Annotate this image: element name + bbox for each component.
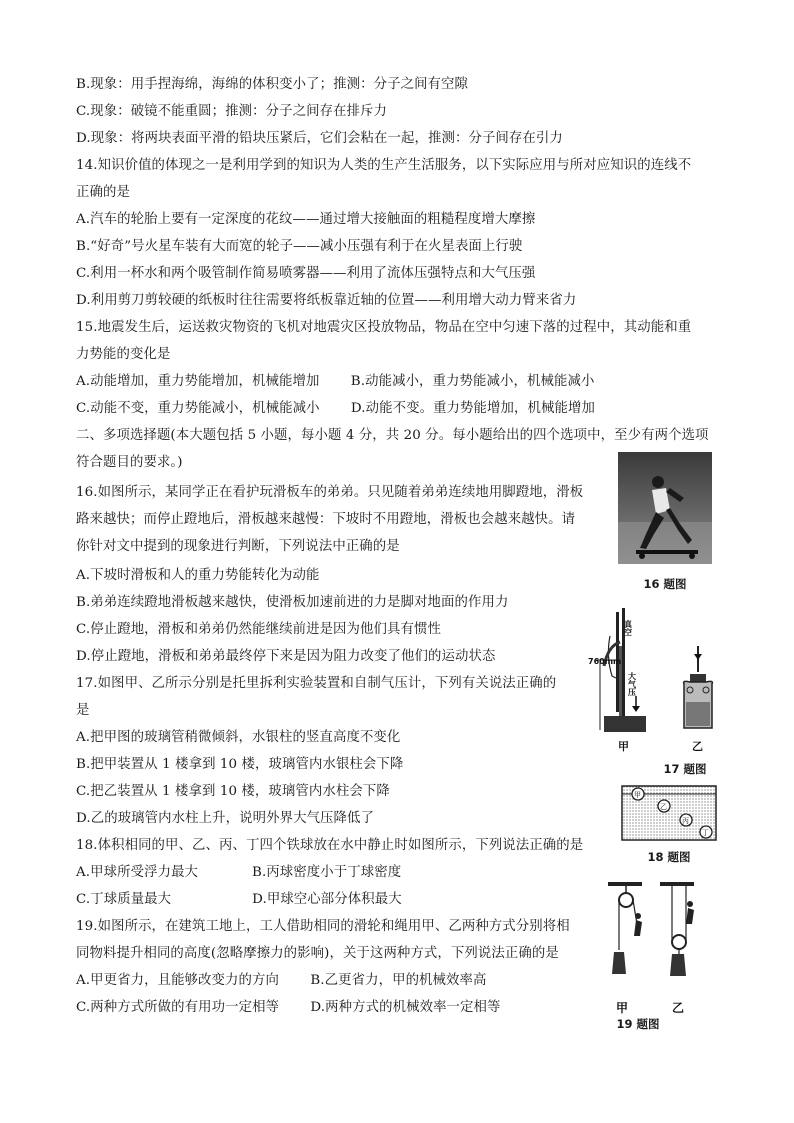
question-14-stem-cont: 正确的是: [76, 185, 130, 200]
ball-jia-label: 甲: [634, 791, 641, 799]
options-15cd: C.动能不变，重力势能减小，机械能减小 D.动能不变。重力势能增加，机械能增加: [76, 401, 595, 416]
options-15ab: A.动能增加，重力势能增加，机械能增加 B.动能减小，重力势能减小，机械能减小: [76, 374, 595, 389]
option-13b: B.现象：用手捏海绵，海绵的体积变小了；推测：分子之间有空隙: [76, 77, 469, 92]
option-16d: D.停止蹬地，滑板和弟弟最终停下来是因为阻力改变了他们的运动状态: [76, 649, 496, 664]
skateboard-photo: [618, 452, 712, 564]
options-19ab: A.甲更省力，且能够改变力的方向 B.乙更省力，甲的机械效率高: [76, 973, 487, 988]
figure-18: [620, 780, 718, 842]
options-18cd: C.丁球质量最大 D.甲球空心部分体积最大: [76, 892, 402, 907]
figure-16-caption: 16 题图: [643, 577, 687, 591]
question-15-stem: 15.地震发生后，运送救灾物资的飞机对地震灾区投放物品，物品在空中匀速下落的过程中，其动能和重: [76, 320, 692, 335]
question-18-stem: 18.体积相同的甲、乙、丙、丁四个铁球放在水中静止时如图所示，下列说法正确的是: [76, 838, 584, 853]
label-760mm: 760mm: [588, 657, 622, 666]
option-13d: D.现象：将两块表面平滑的铅块压紧后，它们会粘在一起，推测：分子间存在引力: [76, 131, 563, 146]
question-19-stem: 19.如图所示，在建筑工地上，工人借助相同的滑轮和绳用甲、乙两种方式分别将相: [76, 919, 570, 934]
option-17b: B.把甲装置从 1 楼拿到 10 楼，玻璃管内水银柱会下降: [76, 757, 404, 772]
option-14c: C.利用一杯水和两个吸管制作简易喷雾器——利用了流体压强特点和大气压强: [76, 266, 536, 281]
label-jia: 甲: [616, 1001, 629, 1015]
question-16-stem-cont2: 你针对文中提到的现象进行判断，下列说法中正确的是: [76, 539, 400, 554]
option-16c: C.停止蹬地，滑板和弟弟仍然能继续前进是因为他们具有惯性: [76, 622, 441, 637]
figure-17: [586, 606, 736, 756]
question-16-stem-cont1: 路来越快；而停止蹬地后，滑板越来越慢：下坡时不用蹬地，滑板也会越来越快。请: [76, 512, 576, 527]
figure-17-caption: 17 题图: [663, 762, 707, 776]
torricelli-barometer-diagram: [586, 606, 736, 756]
option-14a: A.汽车的轮胎上要有一定深度的花纹——通过增大接触面的粗糙程度增大摩擦: [76, 212, 536, 227]
option-16b: B.弟弟连续蹬地滑板越来越快，使滑板加速前进的力是脚对地面的作用力: [76, 595, 509, 610]
option-14d: D.利用剪刀剪较硬的纸板时往往需要将纸板靠近轴的位置——利用增大动力臂来省力: [76, 293, 577, 308]
ball-bing-label: 丙: [682, 817, 689, 825]
figure-18-caption: 18 题图: [647, 850, 691, 864]
label-vacuum: 真空: [623, 620, 633, 636]
figure-19: [600, 880, 710, 1018]
section-2-heading: 二、多项选择题(本大题包括 5 小题，每小题 4 分，共 20 分。每小题给出的四个选项中，至少有两个选项: [76, 428, 709, 443]
question-16-stem: 16.如图所示，某同学正在看护玩滑板车的弟弟。只见随着弟弟连续地用脚蹬地，滑板: [76, 485, 584, 500]
pulley-diagram: [600, 880, 710, 1018]
option-13c: C.现象：破镜不能重圆；推测：分子之间存在排斥力: [76, 104, 388, 119]
option-17c: C.把乙装置从 1 楼拿到 10 楼，玻璃管内水柱会下降: [76, 784, 390, 799]
figure-16-photo: [618, 452, 712, 564]
label-atmospheric-pressure: 大气压: [627, 672, 637, 696]
question-19-stem-cont: 同物料提升相同的高度(忽略摩擦力的影响)，关于这两种方式，下列说法正确的是: [76, 946, 559, 961]
option-17a: A.把甲图的玻璃管稍微倾斜，水银柱的竖直高度不变化: [76, 730, 401, 745]
floating-balls-diagram: [620, 780, 718, 842]
ball-yi-label: 乙: [660, 803, 667, 811]
ball-ding-label: 丁: [702, 829, 709, 837]
question-17-stem: 17.如图甲、乙所示分别是托里拆利实验装置和自制气压计，下列有关说法正确的: [76, 676, 557, 691]
figure-19-caption: 19 题图: [616, 1017, 660, 1031]
label-jia: 甲: [618, 740, 629, 753]
question-14-stem: 14.知识价值的体现之一是利用学到的知识为人类的生产生活服务，以下实际应用与所对应知识的连线不: [76, 158, 692, 173]
options-19cd: C.两种方式所做的有用功一定相等 D.两种方式的机械效率一定相等: [76, 1000, 501, 1015]
options-18ab: A.甲球所受浮力最大 B.丙球密度小于丁球密度: [76, 865, 402, 880]
section-2-heading-cont: 符合题目的要求。): [76, 455, 183, 470]
question-15-stem-cont: 力势能的变化是: [76, 347, 171, 362]
label-yi: 乙: [672, 1001, 685, 1015]
option-17d: D.乙的玻璃管内水柱上升，说明外界大气压降低了: [76, 811, 375, 826]
option-16a: A.下坡时滑板和人的重力势能转化为动能: [76, 568, 320, 583]
question-17-stem-cont: 是: [76, 703, 90, 718]
option-14b: B.“好奇”号火星车装有大而宽的轮子——减小压强有利于在火星表面上行驶: [76, 239, 523, 254]
label-yi: 乙: [692, 740, 703, 753]
